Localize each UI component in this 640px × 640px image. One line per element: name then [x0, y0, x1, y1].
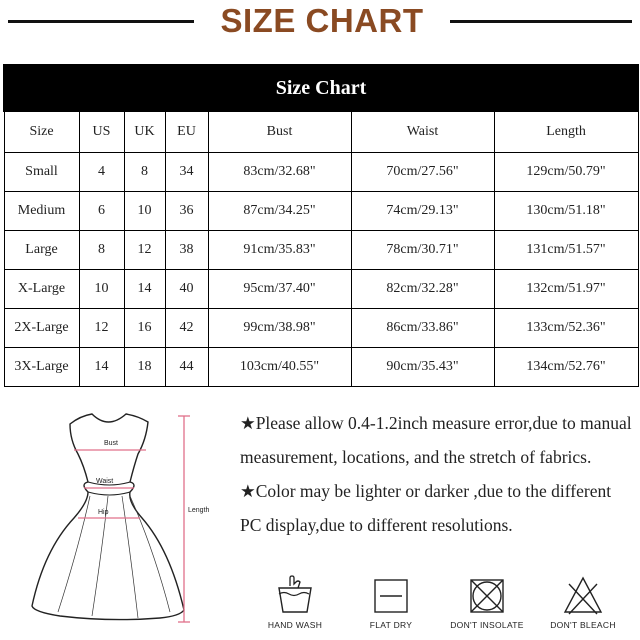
- column-header: EU: [165, 111, 208, 153]
- value-cell: 38: [165, 231, 208, 270]
- value-cell: 74cm/29.13": [351, 192, 494, 231]
- column-header: Size: [4, 111, 79, 153]
- care-item-do-not-insolate: [442, 574, 532, 640]
- value-cell: 133cm/52.36": [494, 309, 638, 348]
- value-cell: 78cm/30.71": [351, 231, 494, 270]
- bust-label: Bust: [104, 440, 119, 447]
- size-cell: 2X-Large: [4, 309, 79, 348]
- value-cell: 12: [79, 309, 124, 348]
- value-cell: 8: [79, 231, 124, 270]
- flat-dry-icon: [369, 574, 413, 618]
- table-caption: Size Chart: [4, 65, 638, 111]
- care-instructions: [250, 574, 630, 640]
- care-label: HAND WASH: [267, 620, 323, 630]
- header-rule-right: [450, 20, 632, 23]
- value-cell: 134cm/52.76": [494, 348, 638, 387]
- value-cell: 18: [124, 348, 165, 387]
- table-header-row: [4, 111, 638, 153]
- value-cell: 6: [79, 192, 124, 231]
- column-header: Waist: [351, 111, 494, 153]
- table-row: [4, 231, 638, 270]
- value-cell: 70cm/27.56": [351, 153, 494, 192]
- table-row: [4, 270, 638, 309]
- length-label: Length: [188, 507, 210, 514]
- care-label: DON'T INSOLATE: [450, 620, 524, 630]
- waist-label: Waist: [96, 478, 114, 485]
- page-header: [0, 0, 640, 50]
- size-cell: Large: [4, 231, 79, 270]
- column-header: US: [79, 111, 124, 153]
- value-cell: 44: [165, 348, 208, 387]
- care-label: FLAT DRY: [369, 620, 413, 630]
- value-cell: 42: [165, 309, 208, 348]
- column-header: UK: [124, 111, 165, 153]
- value-cell: 10: [79, 270, 124, 309]
- value-cell: 103cm/40.55": [208, 348, 351, 387]
- value-cell: 40: [165, 270, 208, 309]
- value-cell: 14: [124, 270, 165, 309]
- notes-block: [240, 406, 635, 542]
- care-item-flat-dry: [346, 574, 436, 640]
- value-cell: 91cm/35.83": [208, 231, 351, 270]
- column-header: Bust: [208, 111, 351, 153]
- value-cell: 12: [124, 231, 165, 270]
- value-cell: 86cm/33.86": [351, 309, 494, 348]
- care-item-do-not-bleach: [538, 574, 628, 640]
- note-measure-error: ★Please allow 0.4-1.2inch measure error,due to manual measurement, locations, and the stretch of fabrics.: [240, 413, 632, 467]
- value-cell: 83cm/32.68": [208, 153, 351, 192]
- value-cell: 129cm/50.79": [494, 153, 638, 192]
- value-cell: 8: [124, 153, 165, 192]
- dress-folds: [58, 496, 170, 618]
- value-cell: 82cm/32.28": [351, 270, 494, 309]
- size-cell: Medium: [4, 192, 79, 231]
- value-cell: 34: [165, 153, 208, 192]
- info-section: [0, 394, 640, 640]
- value-cell: 87cm/34.25": [208, 192, 351, 231]
- value-cell: 132cm/51.97": [494, 270, 638, 309]
- table-row: [4, 309, 638, 348]
- hand-wash-icon: [273, 574, 317, 618]
- value-cell: 16: [124, 309, 165, 348]
- hip-label: Hip: [98, 509, 109, 516]
- size-cell: 3X-Large: [4, 348, 79, 387]
- do-not-bleach-icon: [561, 574, 605, 618]
- value-cell: 95cm/37.40": [208, 270, 351, 309]
- value-cell: 90cm/35.43": [351, 348, 494, 387]
- table-row: [4, 153, 638, 192]
- do-not-insolate-icon: [465, 574, 509, 618]
- page-title: SIZE CHART: [220, 2, 424, 39]
- value-cell: 130cm/51.18": [494, 192, 638, 231]
- value-cell: 131cm/51.57": [494, 231, 638, 270]
- size-cell: X-Large: [4, 270, 79, 309]
- value-cell: 4: [79, 153, 124, 192]
- size-table: [3, 64, 639, 387]
- table-row: [4, 348, 638, 387]
- table-row: [4, 192, 638, 231]
- value-cell: 99cm/38.98": [208, 309, 351, 348]
- size-table-container: [3, 64, 637, 387]
- column-header: Length: [494, 111, 638, 153]
- dress-measurement-diagram: [30, 400, 250, 632]
- care-item-hand-wash: [250, 574, 340, 640]
- header-rule-left: [8, 20, 194, 23]
- value-cell: 36: [165, 192, 208, 231]
- care-label: DON'T BLEACH: [550, 620, 616, 630]
- note-color-variance: ★Color may be lighter or darker ,due to the different PC display,due to different resolutions.: [240, 481, 612, 535]
- value-cell: 14: [79, 348, 124, 387]
- value-cell: 10: [124, 192, 165, 231]
- size-cell: Small: [4, 153, 79, 192]
